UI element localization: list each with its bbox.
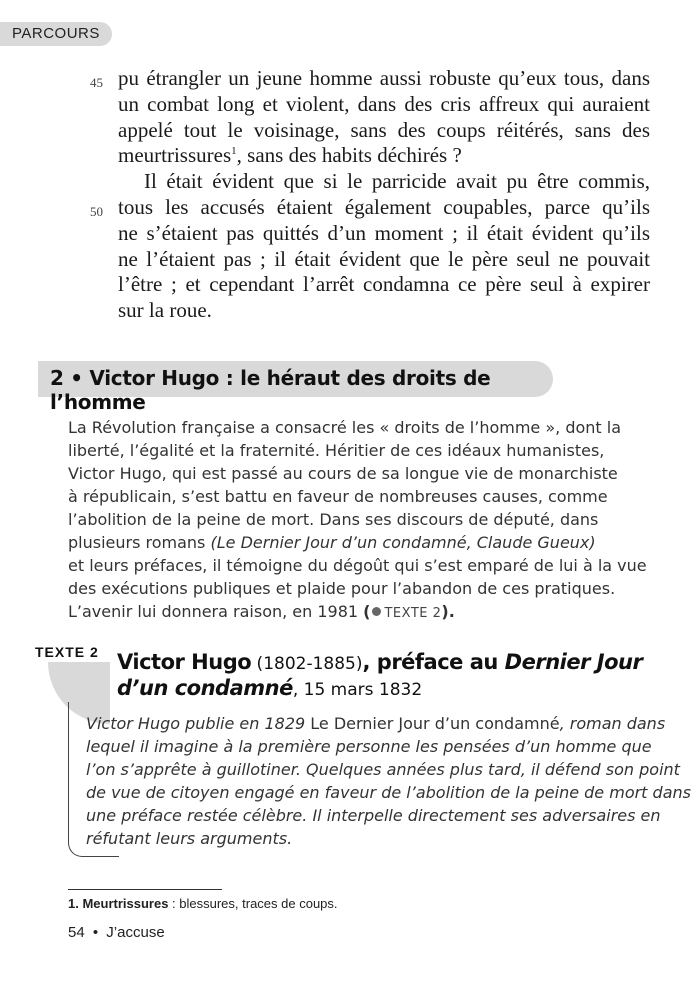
ref-paren: ). [441, 602, 455, 621]
section-tab-label: PARCOURS [12, 25, 100, 42]
text-excerpt [90, 66, 650, 324]
texte-intro-work: Le Dernier Jour d’un condamné [310, 714, 560, 733]
texte-label: TEXTE 2 [35, 644, 99, 660]
excerpt-line [90, 92, 650, 118]
intro-line: l’abolition de la peine de mort. Dans ses discours de député, dans [68, 510, 599, 529]
texte-title [117, 650, 657, 702]
intro-line [68, 600, 638, 625]
excerpt-line [90, 143, 650, 169]
texte-intro-text: Victor Hugo publie en 1829 [86, 714, 311, 733]
footnote [68, 896, 338, 911]
folio-separator: • [92, 924, 99, 941]
footnote-ref: 1 [231, 145, 237, 158]
intro-line [68, 531, 638, 554]
footnote-rule [68, 889, 222, 890]
texte-title-sep: , préface au [362, 650, 505, 674]
excerpt-line-text: l’être ; et cependant l’arrêt condamna ce père seul à expirer [118, 272, 650, 297]
texte-work-title: Dernier Jour [504, 650, 643, 674]
texte-intro-line: réfutant leurs arguments. [86, 829, 293, 848]
cross-reference[interactable]: TEXTE 2 [384, 606, 442, 621]
ref-paren: ( [363, 602, 371, 621]
texte-intro [86, 712, 691, 850]
texte-intro-line [86, 712, 666, 735]
section-heading [38, 361, 553, 414]
excerpt-line [90, 195, 650, 221]
texte-intro-line: une préface restée célèbre. Il interpelle directement ses adversaires en [86, 806, 661, 825]
excerpt-line [90, 221, 650, 247]
texte-author: Victor Hugo [117, 650, 252, 674]
texte-work-title: d’un condamné [117, 676, 293, 700]
texte-intro-line: de vue de citoyen engagé en faveur de l’abolition de la peine de mort dans [86, 783, 691, 802]
intro-line-text: L’avenir lui donnera raison, en 1981 [68, 602, 364, 621]
excerpt-line [90, 66, 650, 92]
texte-intro-line: l’on s’apprête à guillotiner. Quelques années plus tard, il défend son point [86, 760, 680, 779]
texte-intro-text: , roman dans [559, 714, 666, 733]
excerpt-line-text: meurtrissures [118, 143, 232, 168]
excerpt-line-text: Il était évident que si le parricide avait pu être commis, [144, 169, 650, 194]
excerpt-line-text: , sans des habits déchirés ? [236, 143, 462, 168]
excerpt-line-text: sur la roue. [118, 298, 212, 323]
excerpt-line-text: ne s’étaient pas quittés d’un moment ; il était évident qu’ils [118, 220, 650, 245]
excerpt-line [90, 118, 650, 144]
excerpt-line-text: un combat long et violent, dans des cris affreux qui auraient [118, 91, 650, 116]
intro-works-cited: (Le Dernier Jour d’un condamné, Claude Gueux) [210, 533, 596, 552]
line-number: 45 [90, 75, 103, 90]
intro-line-text: plusieurs romans [68, 533, 211, 552]
intro-line: Victor Hugo, qui est passé au cours de sa longue vie de monarchiste [68, 464, 618, 483]
excerpt-line [90, 298, 650, 324]
intro-line: à républicain, s’est battu en faveur de nombreuses causes, comme [68, 487, 608, 506]
intro-line: des exécutions publiques et plaide pour l’abandon de ces pratiques. [68, 579, 616, 598]
footnote-term: 1. Meurtrissures [68, 896, 169, 911]
section-heading-text: 2 • Victor Hugo : le héraut des droits de l’homme [50, 366, 491, 414]
excerpt-line-text: pu étrangler un jeune homme aussi robuste qu’eux tous, dans [118, 66, 650, 90]
line-number: 50 [90, 203, 103, 219]
bullet-icon [372, 607, 381, 616]
excerpt-line-text: appelé tout le voisinage, sans des coups réitérés, sans des [118, 117, 650, 142]
footnote-definition: : blessures, traces de coups. [168, 896, 338, 911]
excerpt-line [90, 272, 650, 298]
excerpt-line [90, 247, 650, 273]
page-number: 54 [68, 924, 85, 941]
page-folio [68, 924, 165, 941]
excerpt-line [90, 169, 650, 195]
intro-line: et leurs préfaces, il témoigne du dégoût qui s’est emparé de lui à la vue [68, 556, 647, 575]
section-tab [0, 22, 112, 46]
intro-paragraph [68, 416, 647, 625]
texte-date: , 15 mars 1832 [292, 680, 423, 700]
excerpt-line-text: tous les accusés étaient également coupables, parce qu’ils [118, 194, 650, 219]
intro-line: La Révolution française a consacré les « droits de l’homme », dont la [68, 418, 622, 437]
texte-intro-line: lequel il imagine à la première personne les pensées d’un homme que [86, 737, 652, 756]
book-title: J’accuse [106, 924, 165, 941]
intro-line: liberté, l’égalité et la fraternité. Héritier de ces idéaux humanistes, [68, 441, 605, 460]
texte-author-dates: (1802-1885) [251, 654, 363, 674]
excerpt-line-text: ne l’étaient pas ; il était évident que le père seul ne pouvait [118, 246, 650, 271]
